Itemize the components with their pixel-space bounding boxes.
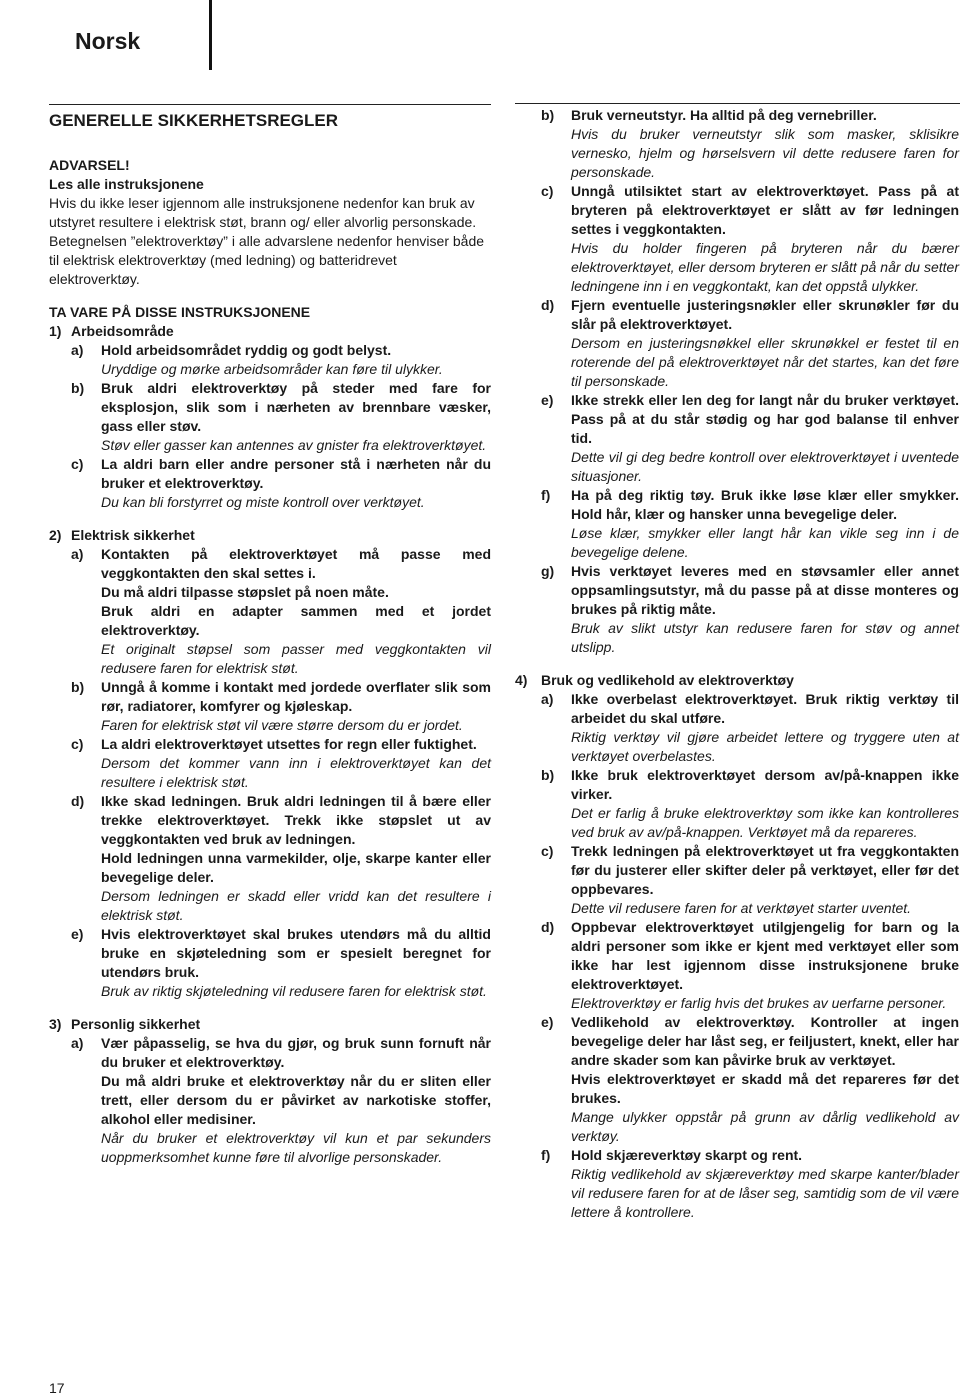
section-1-heading: 1) Arbeidsområde: [49, 323, 174, 339]
intro-paragraph: Hvis du ikke leser igjennom alle instruksjonene nedenfor kan bruk av utstyret resultere i elektrisk støt, brann og/ eller alvorlig personskade.: [49, 195, 477, 230]
left-column: [49, 110, 491, 1167]
right-column: [515, 106, 959, 1222]
left-column-rule: [49, 104, 491, 105]
header-tab-divider: [209, 0, 212, 70]
list-item: b) Ikke bruk elektroverktøyet dersom av/på-knappen ikke virker. Det er farlig å bruke elektroverktøy som ikke kan kontrolleres ved bruk av av/på-knappen. Verktøyet må da repareres.: [541, 767, 959, 840]
section-2-heading: 2) Elektrisk sikkerhet: [49, 527, 195, 543]
section-heading: GENERELLE SIKKERHETSREGLER: [49, 111, 339, 130]
right-column-rule: [515, 103, 960, 104]
list-item: a) Ikke overbelast elektroverktøyet. Bruk riktig verktøy til arbeidet du skal utføre. Riktig verktøy vil gjøre arbeidet lettere og tryggere uten at verktøyet overbelastes.: [541, 691, 959, 764]
list-item: b) Bruk aldri elektroverktøy på steder med fare for eksplosjon, slik som i nærheten av brennbare væsker, gass eller støv. Støv eller gasser kan antennes av gnister fra elektroverktøyet.: [71, 380, 491, 453]
list-item: a) Hold arbeidsområdet ryddig og godt belyst. Uryddige og mørke arbeidsområder kan føre til ulykker.: [71, 342, 443, 377]
list-item: d) Ikke skad ledningen. Bruk aldri ledningen til å bære eller trekke elektroverktøyet. Trekk ikke støpslet ut av veggkontakten ved bruk av ledningen. Hold ledningen unna varmekilder, olje, skarpe kanter eller bevegelige deler. Dersom ledningen er skadd eller vridd kan det resultere i elektrisk støt.: [71, 793, 491, 923]
list-item: c) Unngå utilsiktet start av elektroverktøyet. Pass på at bryteren på elektroverktøyet er slått av før ledningen settes i veggkontakten. Hvis du holder fingeren på bryteren når du bærer elektroverktøyet, eller dersom bryteren er slått på når du setter ledningene inn i en veggkontakt, kan det oppstå ulykker.: [541, 183, 959, 294]
list-item: g) Hvis verktøyet leveres med en støvsamler eller annet oppsamlingsutstyr, må du passe på at disse monteres og brukes på riktig måte. Bruk av slikt utstyr kan redusere faren for støv og annet utslipp.: [541, 563, 959, 655]
list-item: a) Vær påpasselig, se hva du gjør, og bruk sunn fornuft når du bruker et elektroverktøy. Du må aldri bruke et elektroverktøy når du er sliten eller trett, eller dersom du er påvirket av narkotiske stoffer, alkohol eller medisiner. Når du bruker et elektroverktøy vil kun et par sekunders uoppmerksomhet kunne føre til alvorlige personskader.: [71, 1035, 491, 1165]
list-item: c) La aldri barn eller andre personer stå i nærheten når du bruker et elektroverktøy. Du kan bli forstyrret og miste kontroll over verktøyet.: [71, 456, 491, 510]
read-instructions-title: Les alle instruksjonene: [49, 176, 204, 192]
list-item: f) Hold skjæreverktøy skarpt og rent. Riktig vedlikehold av skjæreverktøy med skarpe kanter/blader vil redusere faren for at de låser seg, samtidig som de vil være lettere å kontrollere.: [541, 1147, 959, 1220]
warning-label: ADVARSEL!: [49, 157, 130, 173]
definition-paragraph: Betegnelsen ”elektroverktøy” i alle advarslene nedenfor henviser både til elektrisk elektroverktøy (med ledning) og batteridrevet elektroverktøy.: [49, 233, 485, 287]
section-3-heading: 3) Personlig sikkerhet: [49, 1016, 201, 1032]
list-item: f) Ha på deg riktig tøy. Bruk ikke løse klær eller smykker. Hold hår, klær og hansker unna bevegelige deler. Løse klær, smykker eller langt hår kan vikle seg inn i de bevegelige delene.: [541, 487, 959, 560]
list-item: c) La aldri elektroverktøyet utsettes for regn eller fuktighet. Dersom det kommer vann inn i elektroverktøyet kan det resultere i elektrisk støt.: [71, 736, 491, 790]
page-number: 17: [49, 1380, 65, 1396]
list-item: e) Ikke strekk eller len deg for langt når du bruker verktøyet. Pass på at du står stødig og har god balanse til enhver tid. Dette vil gi deg bedre kontroll over elektroverktøyet i uventede situasjoner.: [541, 392, 959, 484]
list-item: e) Vedlikehold av elektroverktøy. Kontroller at ingen bevegelige deler har låst seg, er feiljustert, knekt, eller har andre skader som kan påvirke bruk av verktøyet. Hvis elektroverktøyet er skadd må det repareres før det brukes. Mange ulykker oppstår på grunn av dårlig vedlikehold av verktøy.: [541, 1014, 959, 1144]
list-item: a) Kontakten på elektroverktøyet må passe med veggkontakten den skal settes i. Du må aldri tilpasse støpslet på noen måte. Bruk aldri en adapter sammen med et jordet elektroverktøy. Et originalt støpsel som passer med veggkontakten vil redusere faren for elektrisk støt.: [71, 546, 491, 676]
list-item: b) Unngå å komme i kontakt med jordede overflater slik som rør, radiatorer, komfyrer og kjøleskap. Faren for elektrisk støt vil være større dersom du er jordet.: [71, 679, 491, 733]
list-item: b) Bruk verneutstyr. Ha alltid på deg vernebriller. Hvis du bruker verneutstyr slik som masker, sklisikre vernesko, hjelm og hørselsvern vil dette redusere faren for personskade.: [541, 107, 959, 180]
list-item: e) Hvis elektroverktøyet skal brukes utendørs må du alltid bruke en skjøteledning som er spesielt beregnet for utendørs bruk. Bruk av riktig skjøteledning vil redusere faren for elektrisk støt.: [71, 926, 491, 999]
list-item: d) Fjern eventuelle justeringsnøkler eller skrunøkler før du slår på elektroverktøyet. Dersom en justeringsnøkkel eller skrunøkkel er festet til en roterende del på elektroverktøyet når det startes, kan det føre til personskade.: [541, 297, 959, 389]
list-item: c) Trekk ledningen på elektroverktøyet ut fra veggkontakten før du justerer eller skifter deler på verktøyet, eller før det oppbevares. Dette vil redusere faren for at verktøyet starter uventet.: [541, 843, 959, 916]
keep-instructions: TA VARE PÅ DISSE INSTRUKSJONENE: [49, 304, 311, 320]
language-tab-title: Norsk: [75, 28, 141, 54]
section-4-heading: 4) Bruk og vedlikehold av elektroverktøy: [515, 672, 794, 688]
list-item: d) Oppbevar elektroverktøyet utilgjengelig for barn og la aldri personer som ikke er kjent med verktøyet eller som ikke har lest igjennom disse instruksjonene bruke elektroverktøyet. Elektroverktøy er farlig hvis det brukes av uerfarne personer.: [541, 919, 959, 1011]
